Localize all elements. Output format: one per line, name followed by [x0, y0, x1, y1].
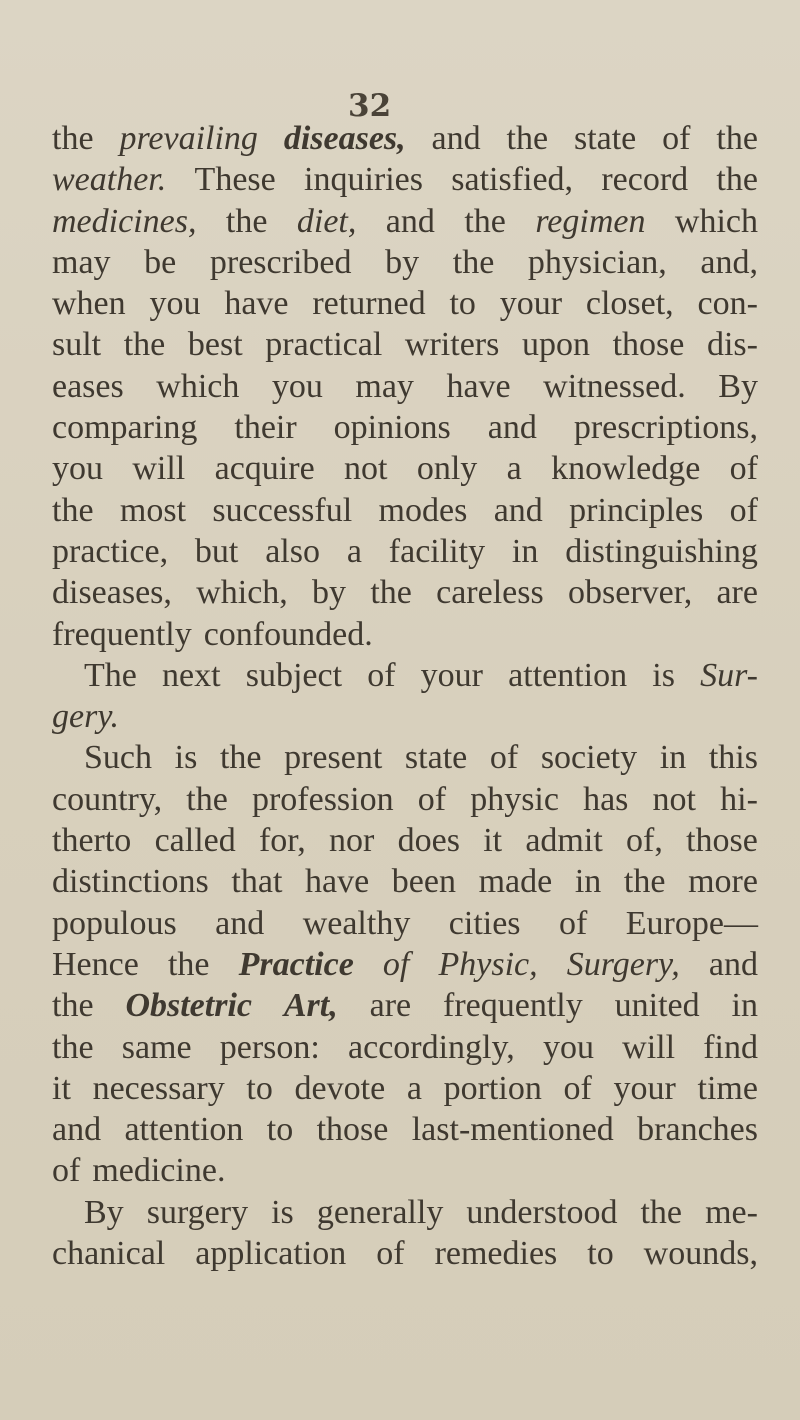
word: record — [601, 161, 689, 199]
word: distinctions — [52, 863, 209, 901]
word: those — [686, 822, 758, 860]
word: have — [446, 367, 511, 405]
word: the — [716, 120, 758, 157]
word: and — [431, 120, 481, 157]
word: and — [215, 904, 265, 942]
word: Art, — [283, 987, 338, 1025]
word: society — [540, 739, 638, 777]
word: last-mentioned — [411, 1111, 614, 1149]
word: Surgery, — [566, 945, 680, 983]
word: has — [583, 780, 629, 818]
word: the — [219, 739, 262, 777]
word: you — [542, 1028, 594, 1066]
word: made — [478, 863, 553, 901]
word: the — [716, 161, 758, 199]
word: observer, — [568, 574, 693, 612]
word: the — [464, 202, 506, 240]
word: understood — [466, 1193, 618, 1231]
word: you — [52, 450, 103, 488]
word: me- — [705, 1193, 758, 1231]
word: more — [688, 863, 758, 901]
text-line — [52, 1233, 758, 1274]
word: returned — [312, 285, 426, 323]
word: wounds, — [643, 1235, 758, 1273]
word: acquire — [214, 450, 315, 488]
word: present — [284, 739, 383, 777]
word: practice, — [52, 532, 169, 570]
word: be — [144, 243, 177, 281]
word: in — [659, 739, 687, 777]
word: the — [225, 202, 268, 240]
text-line — [52, 531, 758, 572]
word: this — [708, 739, 758, 777]
word: and, — [700, 243, 758, 281]
text-line — [52, 737, 758, 778]
word: for, — [258, 822, 306, 860]
word: attention — [508, 656, 628, 694]
word: of — [52, 1152, 81, 1190]
word: medicine. — [92, 1152, 226, 1190]
word: but — [194, 532, 239, 570]
word: modes — [378, 491, 468, 529]
word: to — [246, 1069, 273, 1107]
word: which — [674, 202, 758, 240]
word: in — [574, 863, 602, 901]
word: of, — [626, 822, 663, 860]
text-line — [52, 655, 758, 696]
word: is — [652, 656, 675, 694]
word: are — [716, 574, 758, 612]
word: been — [391, 863, 456, 901]
word: generally — [316, 1193, 444, 1231]
word: nor — [329, 822, 375, 860]
word: when — [52, 285, 126, 323]
word: hi- — [720, 780, 758, 818]
word: your — [499, 285, 563, 323]
word: united — [614, 987, 700, 1025]
word: dis- — [706, 326, 758, 364]
word: the — [52, 120, 94, 157]
word: the — [640, 1193, 683, 1231]
word: and — [493, 491, 543, 529]
word: frequently — [443, 987, 583, 1025]
word: prescribed — [209, 243, 352, 281]
word: of — [367, 656, 396, 694]
text-line — [52, 572, 758, 613]
word: it — [483, 822, 503, 860]
word: By — [718, 367, 758, 405]
word: your — [613, 1069, 676, 1107]
word: of — [376, 1235, 405, 1273]
word: is — [271, 1193, 294, 1231]
word: of — [662, 120, 691, 157]
text-line — [52, 614, 758, 655]
word: careless — [436, 574, 544, 612]
body-text — [52, 118, 758, 1274]
word: upon — [521, 326, 590, 364]
word: country, — [52, 780, 163, 818]
word: of — [489, 739, 519, 777]
word: you — [271, 367, 323, 405]
word: sult — [52, 326, 102, 364]
word: successful — [212, 491, 353, 529]
word: is — [174, 739, 198, 777]
text-line — [52, 903, 758, 944]
text-line — [52, 1109, 758, 1150]
word: the — [52, 987, 94, 1025]
text-line — [52, 201, 758, 242]
word: knowledge — [551, 450, 701, 488]
text-line — [52, 1192, 758, 1233]
word: time — [697, 1069, 758, 1107]
word: diet, — [296, 202, 357, 240]
word: may — [355, 367, 414, 405]
word: not — [344, 450, 388, 488]
word: will — [132, 450, 186, 488]
word: Hence — [52, 945, 139, 983]
word: does — [397, 822, 460, 860]
word: These — [194, 161, 276, 199]
word: surgery — [146, 1193, 249, 1231]
word: find — [703, 1028, 758, 1066]
word: of — [563, 1069, 592, 1107]
word: in — [731, 987, 758, 1025]
word: the — [52, 1028, 94, 1066]
text-line — [52, 490, 758, 531]
word: person: — [219, 1028, 320, 1066]
word: con- — [697, 285, 758, 323]
word: your — [420, 656, 483, 694]
word: necessary — [92, 1069, 225, 1107]
word: which — [156, 367, 240, 405]
word: that — [231, 863, 283, 901]
word: diseases, — [52, 574, 172, 612]
word: eases — [52, 367, 124, 405]
word: cities — [448, 904, 521, 942]
word: populous — [52, 904, 177, 942]
word: facility — [388, 532, 486, 570]
word: devote — [294, 1069, 386, 1107]
word: By — [84, 1193, 124, 1231]
word: opinions — [333, 409, 451, 447]
word: to — [587, 1235, 614, 1273]
word: Practice — [238, 945, 354, 983]
word: only — [416, 450, 478, 488]
word: physician, — [527, 243, 667, 281]
text-line — [52, 366, 758, 407]
word: it — [52, 1069, 71, 1107]
word: Europe— — [625, 904, 758, 942]
word: attention — [124, 1111, 244, 1149]
word: are — [369, 987, 412, 1025]
text-line — [52, 820, 758, 861]
word: not — [652, 780, 696, 818]
word: gery. — [52, 698, 120, 736]
word: frequently — [52, 615, 192, 653]
word: weather. — [52, 161, 167, 199]
word: application — [195, 1235, 347, 1273]
word: may — [52, 243, 111, 281]
word: same — [121, 1028, 192, 1066]
word: diseases, — [283, 120, 406, 157]
word: The — [84, 656, 137, 694]
word: of — [729, 450, 758, 488]
text-line — [52, 1150, 758, 1191]
text-line — [52, 861, 758, 902]
word: of — [382, 945, 410, 983]
word: the — [370, 574, 412, 612]
word: distinguishing — [565, 532, 758, 570]
word: those — [316, 1111, 389, 1149]
word: inquiries — [304, 161, 423, 199]
word: by — [385, 243, 420, 281]
word: will — [622, 1028, 676, 1066]
word: their — [234, 409, 297, 447]
word: the — [452, 243, 495, 281]
text-line — [52, 1027, 758, 1068]
word: to — [449, 285, 476, 323]
text-line — [52, 696, 758, 737]
text-line — [52, 448, 758, 489]
text-line — [52, 779, 758, 820]
text-line — [52, 159, 758, 200]
word: which, — [196, 574, 288, 612]
word: prevailing — [119, 120, 258, 157]
word: admit — [525, 822, 603, 860]
word: the — [186, 780, 228, 818]
word: confounded. — [203, 615, 373, 653]
word: have — [224, 285, 289, 323]
word: Sur- — [700, 656, 758, 694]
word: Such — [84, 739, 152, 777]
word: a — [506, 450, 522, 488]
word: wealthy — [302, 904, 411, 942]
word: state — [404, 739, 468, 777]
word: the — [52, 491, 94, 529]
word: Obstetric — [125, 987, 252, 1025]
word: next — [162, 656, 221, 694]
word: principles — [569, 491, 704, 529]
word: the — [623, 863, 666, 901]
word: remedies — [434, 1235, 558, 1273]
word: of — [729, 491, 758, 529]
word: writers — [404, 326, 500, 364]
word: you — [149, 285, 201, 323]
word: comparing — [52, 409, 198, 447]
word: also — [265, 532, 320, 570]
text-line — [52, 283, 758, 324]
word: called — [154, 822, 236, 860]
word: branches — [637, 1111, 758, 1149]
word: physic — [470, 780, 559, 818]
word: a — [406, 1069, 422, 1107]
word: Physic, — [438, 945, 538, 983]
word: best — [187, 326, 243, 364]
word: chanical — [52, 1235, 166, 1273]
word: by — [312, 574, 347, 612]
word: have — [305, 863, 370, 901]
word: the — [506, 120, 549, 157]
word: satisfied, — [451, 161, 574, 199]
word: witnessed. — [543, 367, 686, 405]
word: therto — [52, 822, 132, 860]
word: of — [559, 904, 588, 942]
word: and — [52, 1111, 102, 1149]
word: subject — [245, 656, 343, 694]
word: and — [385, 202, 435, 240]
word: to — [266, 1111, 294, 1149]
word: portion — [443, 1069, 542, 1107]
word: the — [167, 945, 210, 983]
word: those — [612, 326, 685, 364]
word: in — [511, 532, 539, 570]
word: and — [708, 945, 758, 983]
word: closet, — [585, 285, 674, 323]
word: a — [346, 532, 362, 570]
text-line — [52, 324, 758, 365]
word: prescriptions, — [573, 409, 758, 447]
text-line — [52, 242, 758, 283]
text-line — [52, 985, 758, 1026]
word: the — [123, 326, 166, 364]
text-line — [52, 944, 758, 985]
word: state — [573, 120, 637, 157]
text-line — [52, 1068, 758, 1109]
word: regimen — [535, 202, 646, 240]
word: medicines, — [52, 202, 197, 240]
word: profession — [251, 780, 394, 818]
word: most — [119, 491, 187, 529]
word: of — [417, 780, 447, 818]
word: accordingly, — [348, 1028, 515, 1066]
word: and — [487, 409, 537, 447]
page-number: 32 — [348, 88, 392, 124]
text-line — [52, 407, 758, 448]
word: practical — [265, 326, 383, 364]
text-line — [52, 118, 758, 159]
